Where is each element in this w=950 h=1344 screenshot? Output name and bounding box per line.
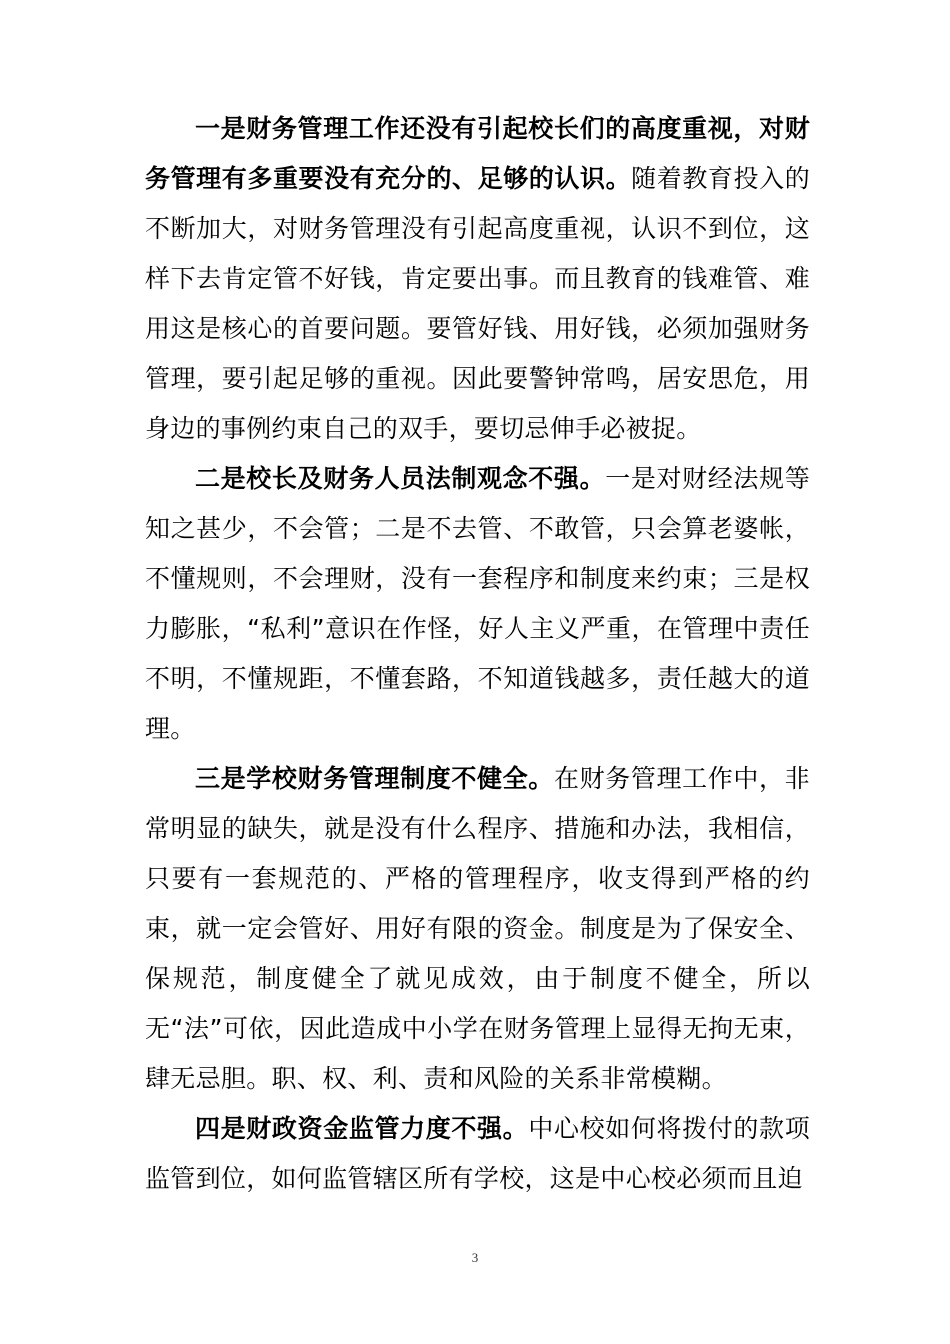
paragraph-4 [145, 1104, 810, 1204]
paragraph-1 [145, 104, 810, 454]
page-number: 3 [471, 1250, 479, 1265]
paragraph-3 [145, 754, 810, 1104]
paragraph-4-lead: 四是财政资金监管力度不强。 [195, 1114, 529, 1143]
paragraph-3-lead: 三是学校财务管理制度不健全。 [195, 764, 554, 793]
paragraph-4-body: 中心校如何将拨付的款项监管到位，如何监管辖区所有学校，这是中心校必须而且迫 [145, 1114, 810, 1193]
text-body [145, 104, 810, 1204]
paragraph-2-body: 一是对财经法规等知之甚少，不会管；二是不去管、不敢管，只会算老婆帐，不懂规则，不会理财，没有一套程序和制度来约束；三是权力膨胀，“私利”意识在作怪，好人主义严重，在管理中责任不明，不懂规距，不懂套路，不知道钱越多，责任越大的道理。 [145, 464, 810, 743]
paragraph-2-lead: 二是校长及财务人员法制观念不强。 [195, 464, 606, 493]
paragraph-1-lead: 一是财务管理工作还没有引起校长们的高度重视，对财务管理有多重要没有充分的、足够的认识。 [145, 114, 810, 193]
paragraph-3-body: 在财务管理工作中，非常明显的缺失，就是没有什么程序、措施和办法，我相信，只要有一套规范的、严格的管理程序，收支得到严格的约束，就一定会管好、用好有限的资金。制度是为了保安全、保规范，制度健全了就见成效，由于制度不健全，所以无“法”可依，因此造成中小学在财务管理上显得无拘无束，肆无忌胆。职、权、利、责和风险的关系非常模糊。 [145, 764, 810, 1093]
paragraph-2 [145, 454, 810, 754]
paragraph-1-body: 随着教育投入的不断加大，对财务管理没有引起高度重视，认识不到位，这样下去肯定管不好钱，肯定要出事。而且教育的钱难管、难用这是核心的首要问题。要管好钱、用好钱，必须加强财务管理，要引起足够的重视。因此要警钟常鸣，居安思危，用身边的事例约束自己的双手，要切忌伸手必被捉。 [145, 164, 810, 443]
